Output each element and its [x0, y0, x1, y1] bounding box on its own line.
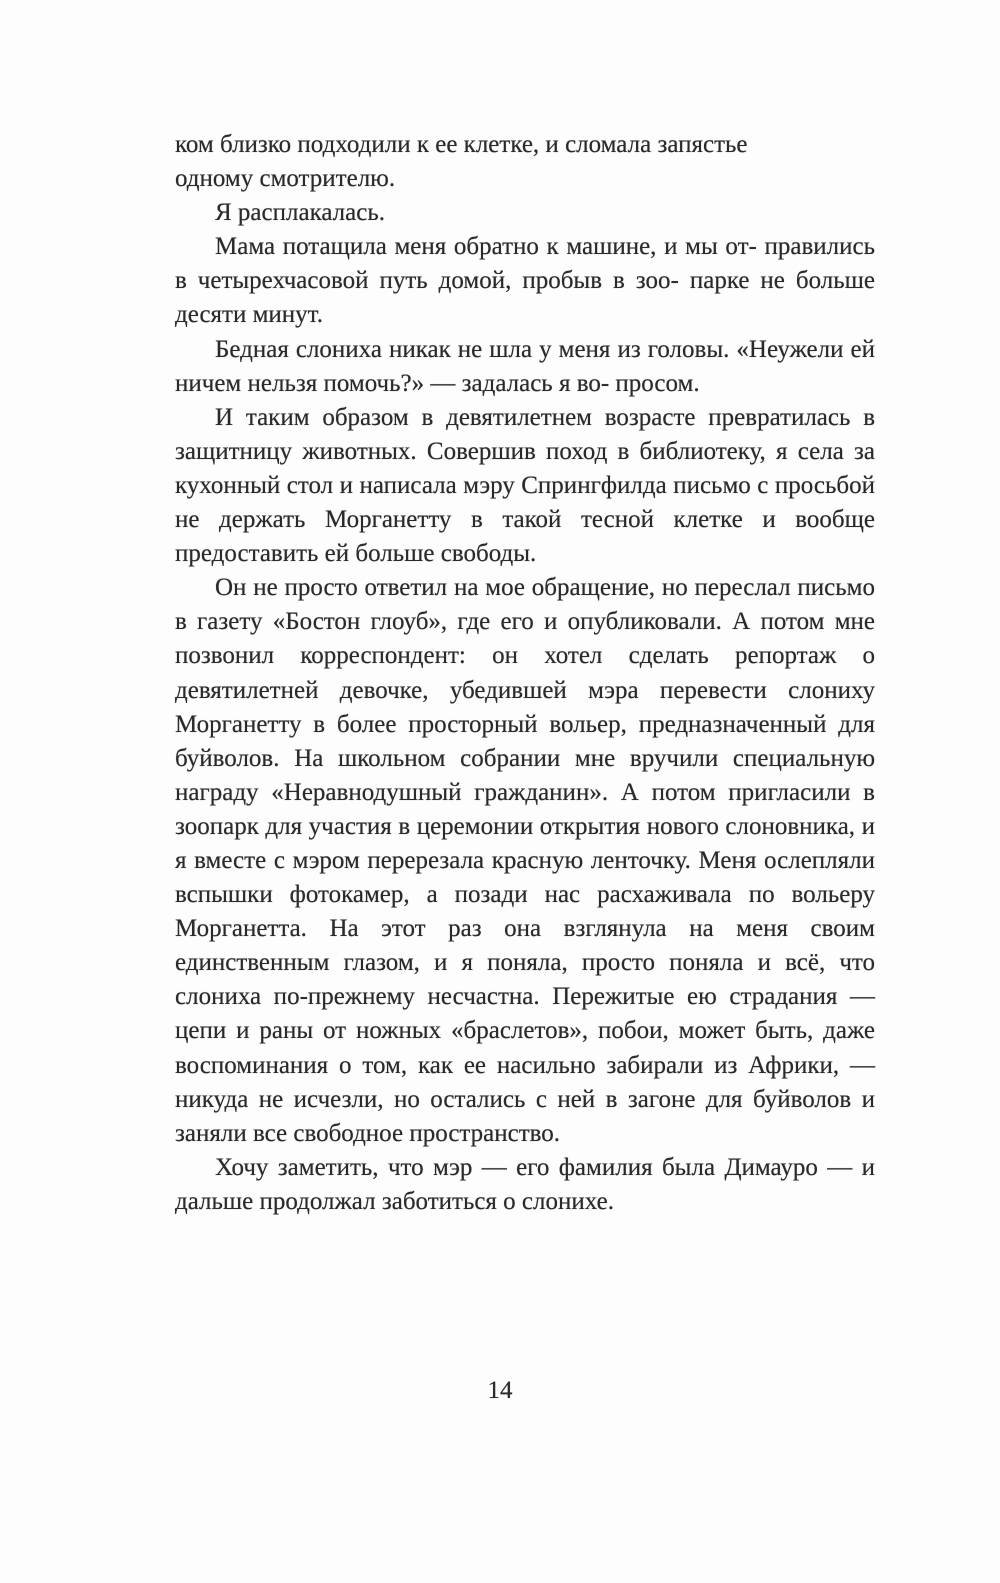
line: парке не больше десяти минут.	[175, 267, 875, 329]
paragraph-3	[175, 230, 875, 332]
paragraph-5	[175, 401, 875, 571]
paragraph-4	[175, 333, 875, 401]
page-number: 14	[487, 1377, 513, 1404]
line: Я расплакалась.	[215, 199, 385, 227]
line: Хочу заметить, что мэр — его фамилия была Димауро — и дальше продолжал заботиться о слонихе.	[175, 1153, 875, 1215]
paragraph-6	[175, 571, 875, 1151]
body-text	[175, 128, 875, 1219]
line: Бедная слониха никак не шла у меня из головы.	[215, 335, 730, 363]
paragraph-1	[175, 128, 875, 196]
line: ком близко подходили к ее клетке, и сломала запястье	[175, 131, 748, 158]
line: «Неужели ей ничем нельзя помочь?» — задалась я во-	[175, 335, 876, 397]
line: просом.	[615, 369, 700, 397]
line: одному смотрителю.	[175, 165, 396, 193]
line: Мама потащила меня обратно к машине, и мы от-	[215, 233, 757, 261]
line: И таким образом в девятилетнем возрасте превратилась в защитницу животных. Совершив поход в библиотеку, я села за кухонный стол и написала мэру Спрингфилда письмо с просьбой не держать Морганетту в такой тесной клетке и вообще предоставить ей больше свободы.	[175, 403, 875, 568]
paragraph-7	[175, 1151, 875, 1219]
paragraph-2	[175, 196, 875, 230]
line: Он не просто ответил на мое обращение, но переслал письмо в газету «Бостон глоуб», где его и опубликовали. А потом мне позвонил корреспондент: он хотел сделать репортаж о девятилетней девочке, убедившей мэра перевести слониху Морганетту в более просторный вольер, предназначенный для буйволов. На школьном собрании мне вручили специальную награду «Неравнодушный гражданин». А потом пригласили в зоопарк для участия в церемонии открытия нового слоновника, и я вместе с мэром перерезала красную ленточку. Меня ослепляли вспышки фотокамер, а позади нас расхаживала по вольеру Морганетта. На этот раз она взглянула на меня своим единственным глазом, и я поняла, просто поняла и всё, что слониха по-прежнему несчастна. Пережитые ею страдания — цепи и раны от ножных «браслетов», побои, может быть, даже воспоминания о том, как ее насильно забирали из Африки, — никуда не исчезли, но остались с ней в загоне для буйволов и заняли все свободное пространство.	[175, 574, 875, 1147]
line: правились в четырехчасовой путь домой, пробыв в зоо-	[175, 233, 875, 295]
